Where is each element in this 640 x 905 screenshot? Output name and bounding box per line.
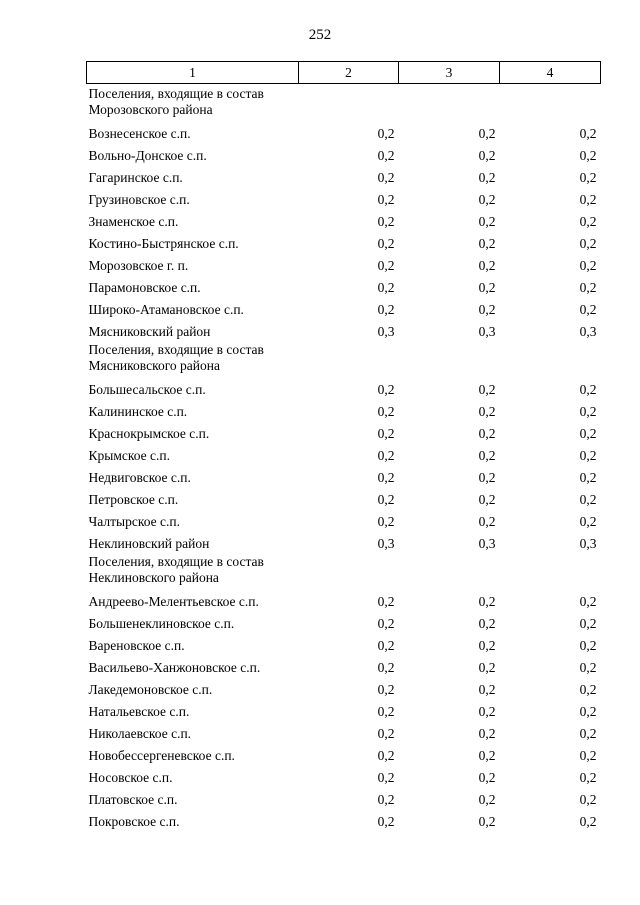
settlement-name: Лакедемоновское с.п. [88, 681, 213, 697]
value-col-3: 0,2 [478, 257, 496, 273]
value-col-3: 0,2 [478, 147, 496, 163]
value-col-3 [399, 84, 500, 120]
value-col-4: 0,2 [579, 703, 597, 719]
value-col-2: 0,2 [377, 681, 395, 697]
value-col-4: 0,2 [579, 681, 597, 697]
value-col-4: 0,2 [579, 213, 597, 229]
table-row [87, 230, 601, 252]
value-col-2: 0,3 [377, 535, 395, 551]
table-row [87, 398, 601, 420]
value-col-3: 0,2 [478, 593, 496, 609]
value-col-3: 0,2 [478, 169, 496, 185]
settlement-name: Чалтырское с.п. [88, 513, 180, 529]
table-row [87, 164, 601, 186]
value-col-3: 0,2 [478, 469, 496, 485]
value-col-2: 0,2 [377, 147, 395, 163]
value-col-2: 0,2 [377, 637, 395, 653]
value-col-3: 0,2 [478, 213, 496, 229]
value-col-3: 0,2 [478, 491, 496, 507]
value-col-2: 0,2 [377, 381, 395, 397]
value-col-2: 0,2 [377, 403, 395, 419]
value-col-3 [399, 340, 500, 376]
settlement-name: Носовское с.п. [88, 769, 173, 785]
table-row [87, 252, 601, 274]
settlement-name: Васильево-Ханжоновское с.п. [88, 659, 261, 675]
settlement-name: Краснокрымское с.п. [88, 425, 210, 441]
table-row [87, 786, 601, 808]
value-col-4: 0,2 [579, 169, 597, 185]
table-row [87, 742, 601, 764]
group-heading: Поселения, входящие в состав Мясниковского района [88, 341, 264, 373]
settlement-name: Костино-Быстрянское с.п. [88, 235, 239, 251]
value-col-4: 0,2 [579, 381, 597, 397]
settlement-name: Натальевское с.п. [88, 703, 190, 719]
value-col-4: 0,2 [579, 425, 597, 441]
value-col-4: 0,2 [579, 279, 597, 295]
settlement-name: Недвиговское с.п. [88, 469, 191, 485]
value-col-3: 0,2 [478, 813, 496, 829]
value-col-4: 0,2 [579, 791, 597, 807]
value-col-2: 0,2 [377, 813, 395, 829]
settlement-name: Калининское с.п. [88, 403, 188, 419]
value-col-3: 0,2 [478, 235, 496, 251]
settlement-name: Широко-Атамановское с.п. [88, 301, 244, 317]
value-col-4: 0,2 [579, 235, 597, 251]
table-row [87, 442, 601, 464]
value-col-2: 0,2 [377, 191, 395, 207]
table-row [87, 186, 601, 208]
value-col-3: 0,2 [478, 513, 496, 529]
value-col-2: 0,2 [377, 279, 395, 295]
table-row [87, 676, 601, 698]
table-row [87, 698, 601, 720]
value-col-4: 0,3 [579, 323, 597, 339]
settlement-name: Вареновское с.п. [88, 637, 185, 653]
value-col-4: 0,2 [579, 191, 597, 207]
settlement-name: Грузиновское с.п. [88, 191, 190, 207]
value-col-3: 0,2 [478, 681, 496, 697]
header-row [87, 62, 601, 84]
group-heading-row [87, 340, 601, 376]
table-row [87, 632, 601, 654]
data-table [86, 61, 601, 830]
value-col-4: 0,2 [579, 747, 597, 763]
value-col-3: 0,2 [478, 659, 496, 675]
header-col-2: 2 [299, 62, 399, 84]
settlement-name: Покровское с.п. [88, 813, 180, 829]
value-col-2: 0,2 [377, 593, 395, 609]
value-col-2: 0,2 [377, 513, 395, 529]
value-col-2: 0,2 [377, 169, 395, 185]
value-col-2: 0,2 [377, 301, 395, 317]
table-row [87, 318, 601, 340]
value-col-4: 0,2 [579, 257, 597, 273]
value-col-4: 0,2 [579, 637, 597, 653]
value-col-3: 0,3 [478, 323, 496, 339]
table-row [87, 720, 601, 742]
value-col-2: 0,2 [377, 425, 395, 441]
value-col-2: 0,2 [377, 615, 395, 631]
table-row [87, 764, 601, 786]
settlement-name: Знаменское с.п. [88, 213, 179, 229]
header-col-4: 4 [500, 62, 601, 84]
settlement-name: Гагаринское с.п. [88, 169, 183, 185]
value-col-2: 0,2 [377, 725, 395, 741]
group-heading-row [87, 84, 601, 120]
table-row [87, 610, 601, 632]
value-col-2: 0,2 [377, 747, 395, 763]
value-col-2 [299, 84, 399, 120]
table-row [87, 486, 601, 508]
value-col-2: 0,2 [377, 125, 395, 141]
settlement-name: Новобессергеневское с.п. [88, 747, 235, 763]
table-row [87, 274, 601, 296]
group-heading: Поселения, входящие в состав Неклиновского района [88, 553, 264, 585]
table-row [87, 420, 601, 442]
value-col-4: 0,2 [579, 403, 597, 419]
value-col-3: 0,2 [478, 615, 496, 631]
table-row [87, 588, 601, 610]
settlement-name: Мясниковский район [88, 323, 211, 339]
value-col-4: 0,2 [579, 147, 597, 163]
value-col-3: 0,2 [478, 791, 496, 807]
value-col-4 [500, 552, 601, 588]
value-col-3 [399, 552, 500, 588]
value-col-2 [299, 340, 399, 376]
value-col-4: 0,2 [579, 593, 597, 609]
value-col-3: 0,2 [478, 381, 496, 397]
value-col-4 [500, 340, 601, 376]
value-col-2: 0,3 [377, 323, 395, 339]
value-col-2: 0,2 [377, 257, 395, 273]
value-col-3: 0,2 [478, 747, 496, 763]
table-body [87, 84, 601, 830]
table-row [87, 376, 601, 398]
value-col-2: 0,2 [377, 235, 395, 251]
value-col-3: 0,2 [478, 301, 496, 317]
settlement-name: Андреево-Мелентьевское с.п. [88, 593, 259, 609]
value-col-2 [299, 552, 399, 588]
page-number: 252 [308, 27, 332, 43]
header-col-1: 1 [87, 62, 299, 84]
value-col-4: 0,2 [579, 659, 597, 675]
value-col-3: 0,2 [478, 125, 496, 141]
table-row [87, 120, 601, 142]
value-col-4: 0,2 [579, 513, 597, 529]
settlement-name: Большесальское с.п. [88, 381, 206, 397]
settlement-name: Вольно-Донское с.п. [88, 147, 207, 163]
value-col-2: 0,2 [377, 703, 395, 719]
value-col-3: 0,2 [478, 191, 496, 207]
value-col-2: 0,2 [377, 659, 395, 675]
settlement-name: Большенеклиновское с.п. [88, 615, 235, 631]
value-col-2: 0,2 [377, 769, 395, 785]
table-row [87, 530, 601, 552]
settlement-name: Крымское с.п. [88, 447, 170, 463]
value-col-2: 0,2 [377, 469, 395, 485]
settlement-name: Вознесенское с.п. [88, 125, 191, 141]
value-col-4 [500, 84, 601, 120]
value-col-3: 0,2 [478, 425, 496, 441]
value-col-4: 0,2 [579, 813, 597, 829]
value-col-4: 0,2 [579, 301, 597, 317]
value-col-3: 0,2 [478, 403, 496, 419]
group-heading: Поселения, входящие в состав Морозовского района [88, 86, 264, 117]
value-col-4: 0,2 [579, 491, 597, 507]
header-col-3: 3 [399, 62, 500, 84]
value-col-4: 0,2 [579, 447, 597, 463]
settlement-name: Платовское с.п. [88, 791, 178, 807]
value-col-4: 0,2 [579, 125, 597, 141]
table-row [87, 808, 601, 830]
settlement-name: Парамоновское с.п. [88, 279, 201, 295]
table-row [87, 464, 601, 486]
settlement-name: Неклиновский район [88, 535, 210, 551]
value-col-4: 0,2 [579, 469, 597, 485]
settlement-name: Морозовское г. п. [88, 257, 189, 273]
value-col-4: 0,2 [579, 769, 597, 785]
table-row [87, 654, 601, 676]
value-col-2: 0,2 [377, 447, 395, 463]
value-col-4: 0,3 [579, 535, 597, 551]
value-col-2: 0,2 [377, 791, 395, 807]
value-col-3: 0,2 [478, 447, 496, 463]
value-col-4: 0,2 [579, 725, 597, 741]
value-col-2: 0,2 [377, 213, 395, 229]
table-row [87, 296, 601, 318]
value-col-3: 0,2 [478, 703, 496, 719]
value-col-3: 0,2 [478, 769, 496, 785]
value-col-3: 0,2 [478, 725, 496, 741]
table-row [87, 142, 601, 164]
group-heading-row [87, 552, 601, 588]
value-col-3: 0,2 [478, 279, 496, 295]
settlement-name: Николаевское с.п. [88, 725, 192, 741]
table-row [87, 508, 601, 530]
value-col-3: 0,2 [478, 637, 496, 653]
value-col-4: 0,2 [579, 615, 597, 631]
value-col-2: 0,2 [377, 491, 395, 507]
table-row [87, 208, 601, 230]
value-col-3: 0,3 [478, 535, 496, 551]
settlement-name: Петровское с.п. [88, 491, 179, 507]
